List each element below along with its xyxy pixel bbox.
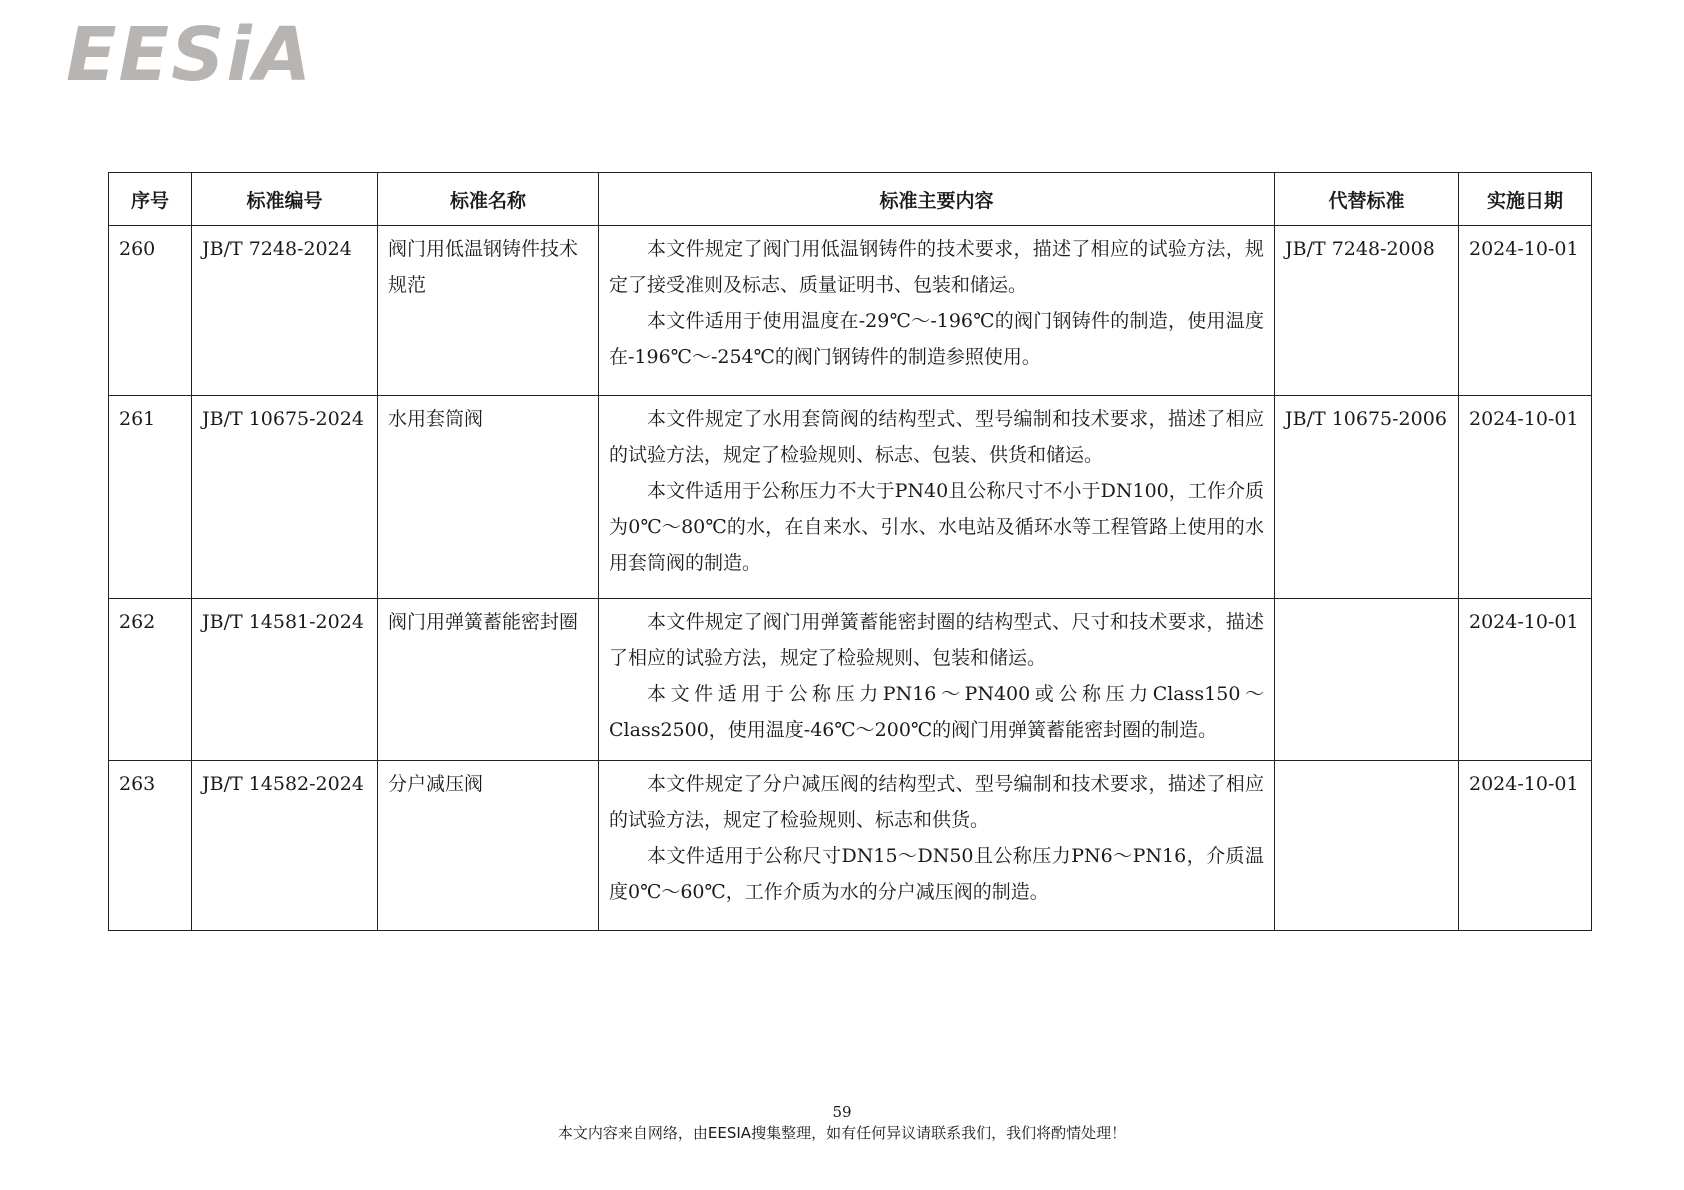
cell-no: 261	[109, 396, 192, 599]
table-row	[109, 396, 1592, 599]
cell-no: 260	[109, 226, 192, 396]
cell-content	[599, 761, 1275, 931]
table-header-row	[109, 173, 1592, 226]
cell-name: 阀门用弹簧蓄能密封圈	[378, 599, 599, 761]
cell-content	[599, 599, 1275, 761]
header-code: 标准编号	[192, 173, 378, 226]
content-paragraph: 本文件规定了分户减压阀的结构型式、型号编制和技术要求，描述了相应的试验方法，规定了检验规则、标志和供货。	[609, 773, 1264, 831]
content-paragraph: 本文件适用于公称尺寸DN15～DN50且公称压力PN6～PN16，介质温度0℃～60℃，工作介质为水的分户减压阀的制造。	[609, 845, 1264, 903]
cell-date: 2024-10-01	[1459, 226, 1592, 396]
cell-name: 分户减压阀	[378, 761, 599, 931]
header-no: 序号	[109, 173, 192, 226]
cell-content	[599, 226, 1275, 396]
cell-no: 262	[109, 599, 192, 761]
content-paragraph: 本文件规定了阀门用弹簧蓄能密封圈的结构型式、尺寸和技术要求，描述了相应的试验方法，规定了检验规则、包装和储运。	[609, 611, 1264, 669]
table-row	[109, 599, 1592, 761]
cell-replaces	[1275, 761, 1459, 931]
page-number: 59	[832, 1103, 852, 1121]
cell-content	[599, 396, 1275, 599]
header-name: 标准名称	[378, 173, 599, 226]
content-paragraph: 本文件适用于使用温度在-29℃～-196℃的阀门钢铸件的制造，使用温度在-196℃～-254℃的阀门钢铸件的制造参照使用。	[609, 310, 1264, 368]
content-paragraph: 本文件规定了水用套筒阀的结构型式、型号编制和技术要求，描述了相应的试验方法，规定了检验规则、标志、包装、供货和储运。	[609, 408, 1264, 466]
cell-name: 阀门用低温钢铸件技术规范	[378, 226, 599, 396]
standards-table	[108, 172, 1592, 931]
content-paragraph: 本文件适用于公称压力不大于PN40且公称尺寸不小于DN100，工作介质为0℃～80℃的水，在自来水、引水、水电站及循环水等工程管路上使用的水用套筒阀的制造。	[609, 480, 1264, 574]
header-content: 标准主要内容	[599, 173, 1275, 226]
eesia-logo: EESiA	[66, 12, 314, 98]
content-paragraph: 本文件适用于公称压力PN16～PN400或公称压力Class150～Class2500，使用温度-46℃～200℃的阀门用弹簧蓄能密封圈的制造。	[609, 683, 1264, 741]
cell-code: JB/T 14582-2024	[192, 761, 378, 931]
cell-replaces: JB/T 10675-2006	[1275, 396, 1459, 599]
cell-date: 2024-10-01	[1459, 396, 1592, 599]
cell-replaces	[1275, 599, 1459, 761]
cell-name: 水用套筒阀	[378, 396, 599, 599]
cell-code: JB/T 10675-2024	[192, 396, 378, 599]
cell-code: JB/T 14581-2024	[192, 599, 378, 761]
cell-code: JB/T 7248-2024	[192, 226, 378, 396]
content-paragraph: 本文件规定了阀门用低温钢铸件的技术要求，描述了相应的试验方法，规定了接受准则及标志、质量证明书、包装和储运。	[609, 238, 1264, 296]
cell-date: 2024-10-01	[1459, 599, 1592, 761]
cell-no: 263	[109, 761, 192, 931]
header-replaces: 代替标准	[1275, 173, 1459, 226]
table-row	[109, 226, 1592, 396]
header-date: 实施日期	[1459, 173, 1592, 226]
cell-replaces: JB/T 7248-2008	[1275, 226, 1459, 396]
footer-disclaimer: 本文内容来自网络，由EESIA搜集整理，如有任何异议请联系我们，我们将酌情处理！	[557, 1124, 1127, 1142]
cell-date: 2024-10-01	[1459, 761, 1592, 931]
table-row	[109, 761, 1592, 931]
